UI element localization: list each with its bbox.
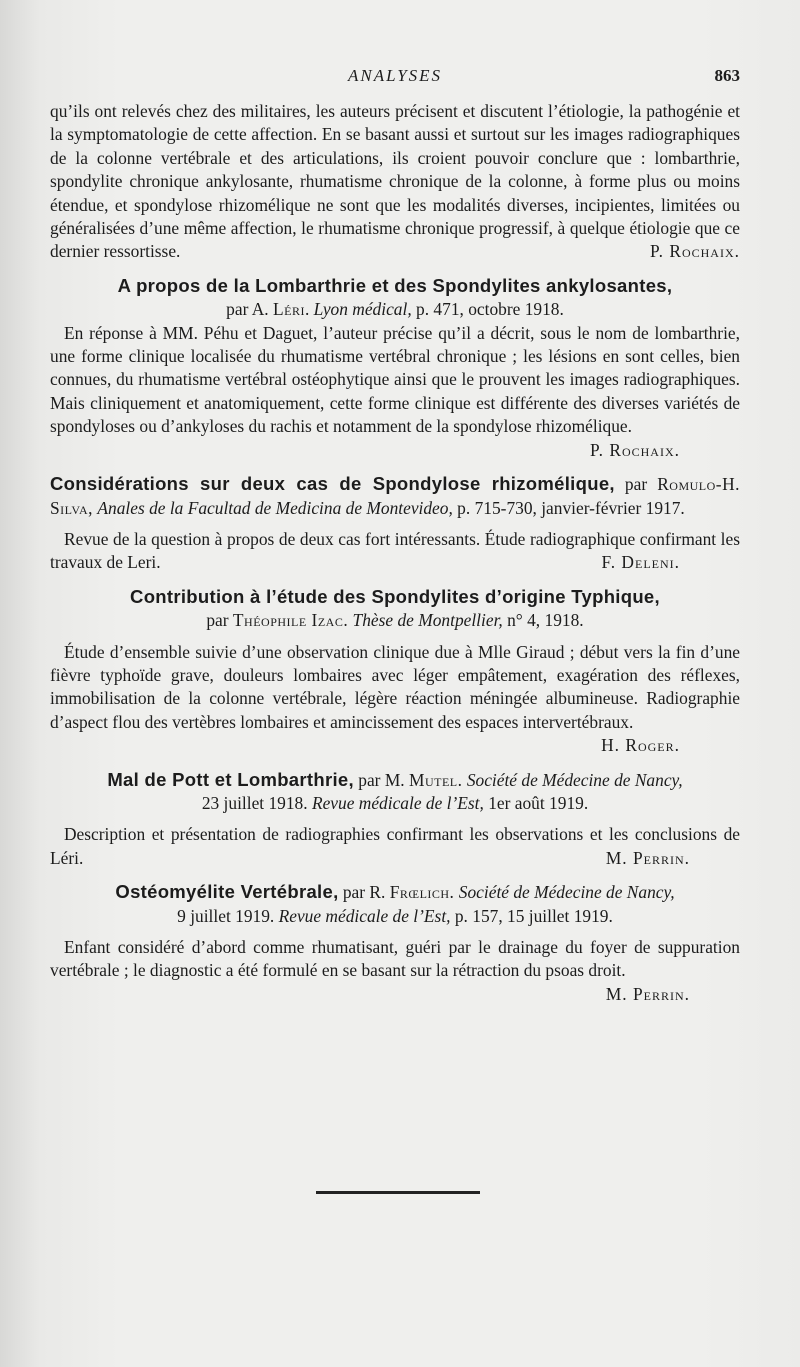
entry-citation: Lyon médical, (313, 299, 412, 320)
entry-heading (50, 768, 740, 816)
entry-citation-detail: p. 471, octobre 1918. (411, 299, 564, 320)
entry-signature: H. Roger. (601, 735, 680, 756)
byline-prefix: par (614, 474, 658, 495)
entry-author: Léri (273, 299, 305, 320)
page-header (50, 66, 740, 88)
byline-prefix: par A. (226, 299, 274, 320)
entry-text: Enfant considéré d’abord comme rhumatisant, guéri par le drainage du foyer de suppuration vertébrale ; le diagnostic a été formulé en se basant sur la rétraction du psoas droit. (50, 937, 740, 981)
page-content (50, 100, 740, 1016)
entry-citation: Anales de la Facultad de Medicina de Montevideo, (97, 497, 453, 518)
entry-text: En réponse à MM. Péhu et Daguet, l’auteur précise qu’il a décrit, sous le nom de lombarthrie, une forme clinique localisée du rhumatisme vertébral chronique ; les lésions en sont celles, bien connues, du rhumatisme vertébral ostéophytique ainsi que le prouvent les images radiographiques. Mais cliniquement et anatomiquement, cette forme clinique est différente des diverses variétés de spondyloses ou d’ankyloses du rachis et notamment de la spondylose rhizomélique. (50, 322, 740, 437)
entry-citation-detail: n° 4, 1918. (502, 610, 584, 631)
review-entry (50, 274, 740, 462)
entry-body (50, 641, 740, 756)
entry-title: Mal de Pott et Lombarthrie, (107, 768, 354, 790)
review-entry (50, 768, 740, 871)
review-signature: P. Rochaix. (649, 241, 740, 262)
entry-byline (50, 905, 740, 928)
entry-citation-date: 9 juillet 1919. (177, 905, 279, 926)
review-body (50, 100, 740, 264)
review-entry (50, 585, 740, 758)
entry-byline (50, 792, 740, 815)
entry-citation-date: 23 juillet 1918. (201, 792, 312, 813)
entry-title: A propos de la Lombarthrie et des Spondylites ankylosantes, (117, 274, 673, 296)
entry-author: Romulo-H. Silva, (50, 474, 740, 518)
review-intro (50, 100, 740, 264)
entry-signature: M. Perrin. (605, 847, 690, 868)
entry-byline (50, 609, 740, 632)
entry-author: Mutel. (408, 769, 463, 790)
entry-signature: M. Perrin. (605, 983, 690, 1004)
entry-text: Étude d’ensemble suivie d’une observation clinique due à Mlle Giraud ; début vers la fin d’une fièvre typhoïde grave, douleurs lombaires avec léger empâtement, exagération des réflexes, immobilisation de la colonne vertébrale, légère réaction méningée albumineuse. Radiographie d’aspect flou des vertèbres lombaires et amincissement des espaces intervertébraux. (50, 641, 740, 732)
entry-heading (50, 880, 740, 928)
entry-heading (50, 472, 740, 520)
entry-citation-journal: Revue médicale de l’Est, (278, 905, 451, 926)
entry-signature: P. Rochaix. (589, 439, 680, 460)
entry-body (50, 528, 740, 575)
entry-citation: Société de Médecine de Nancy, (458, 882, 675, 903)
entry-citation-detail: 1er août 1919. (483, 792, 589, 813)
running-head: ANALYSES (347, 66, 443, 85)
byline-prefix: par (206, 610, 233, 631)
entry-author: Théophile Izac. (232, 610, 349, 631)
page-number: 863 (714, 66, 740, 85)
entry-heading (50, 585, 740, 633)
entry-title: Considérations sur deux cas de Spondylose rhizomélique, (50, 473, 615, 495)
entry-signature: F. Deleni. (601, 552, 680, 573)
entry-body (50, 322, 740, 439)
end-rule (316, 1191, 480, 1194)
review-entry (50, 472, 740, 575)
entry-title: Contribution à l’étude des Spondylites d’origine Typhique, (130, 585, 660, 607)
entry-byline: par A. Léri. Lyon médical, p. 471, octobre 1918. (226, 299, 564, 320)
entry-text: Description et présentation de radiographies confirmant les observations et les conclusions de Léri. (50, 824, 740, 868)
entry-citation: Société de Médecine de Nancy, (466, 769, 683, 790)
entry-title: Ostéomyélite Vertébrale, (115, 881, 339, 903)
byline-prefix: par M. (353, 769, 409, 790)
byline-prefix: par R. (338, 882, 390, 903)
entry-citation-journal: Revue médicale de l’Est, (311, 792, 484, 813)
entry-citation: Thèse de Montpellier, (352, 610, 503, 631)
entry-body (50, 936, 740, 1004)
review-entry (50, 880, 740, 1006)
entry-citation-detail: p. 715-730, janvier-février 1917. (452, 497, 685, 518)
entry-text: Revue de la question à propos de deux cas fort intéressants. Étude radiographique confirmant les travaux de Leri. (50, 528, 740, 573)
entry-body (50, 823, 740, 870)
entry-citation-detail: p. 157, 15 juillet 1919. (450, 905, 613, 926)
entry-heading (50, 274, 740, 322)
review-text: qu’ils ont relevés chez des militaires, les auteurs précisent et discutent l’étiologie, la pathogénie et la symptomatologie de cette affection. En se basant aussi et surtout sur les images radiographiques de la colonne vertébrale et des articulations, ils croient pouvoir conclure que : lombarthrie, spondylite chronique ankylosante, rhumatisme chronique de la colonne, à forme plus ou moins étendue, et spondylose rhizomélique ne sont que les modalités diverses, incipientes, limitées ou généralisées d’une même affection, le rhumatisme chronique progressif, à quelque étiologie que ce dernier ressortisse. (50, 101, 740, 262)
entry-author: Frœlich. (389, 882, 455, 903)
